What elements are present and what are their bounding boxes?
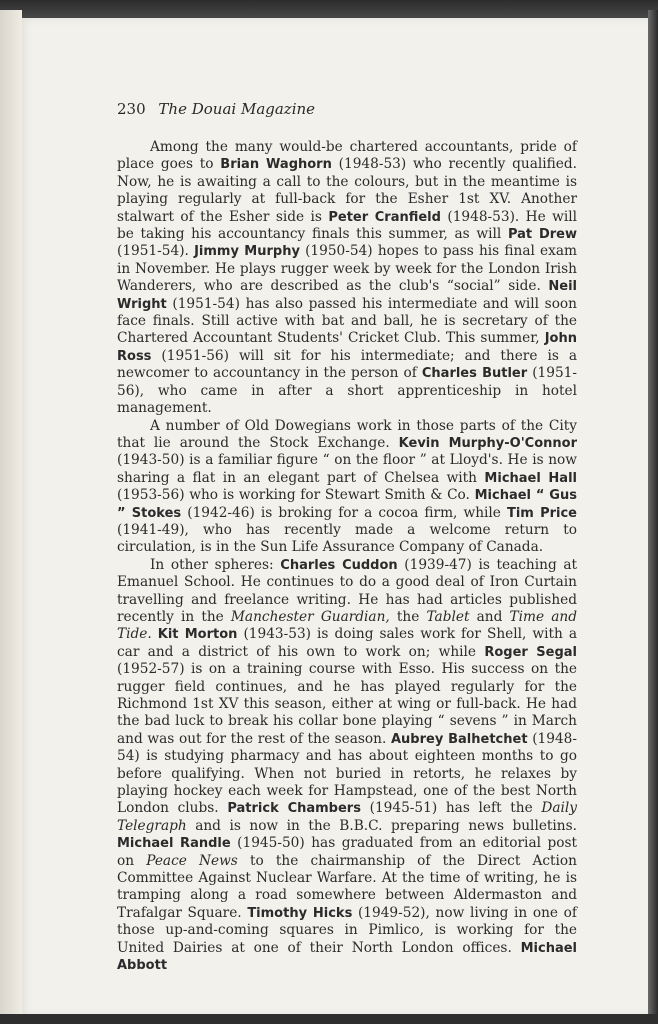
person-name: Pat Drew: [507, 227, 577, 243]
article-body: [117, 139, 577, 975]
text-run: In other spheres:: [150, 556, 281, 573]
text-run: (1948-53) who recently qualified. Now, he is awaiting a call to the colours, but in the meantime is playing regularly at full-back for the Esher 1st XV. Another stalwart of the Esher side is: [117, 156, 577, 225]
person-name: Charles Cuddon: [280, 557, 398, 573]
person-name: Michael Hall: [484, 470, 577, 486]
person-name: Aubrey Balhetchet: [390, 731, 528, 747]
page-number: 230: [117, 100, 146, 118]
text-run: (1943-53) is doing sales work for Shell, with a car and a district of his own to work on; while: [117, 626, 577, 660]
text-run: A number of Old Dowegians work in those parts of the City that lie around the Stock Exchange.: [117, 417, 577, 451]
text-run: (1951-54) has also passed his intermediate and will soon face finals. Still active with bat and ball, he is secretary of the Chartered Accountant Students' Cricket Club. This summer,: [117, 295, 577, 347]
text-run: (1943-50) is a familiar figure “ on the floor ” at Lloyd's. He is now sharing a flat in an elegant part of Chelsea with: [117, 452, 577, 486]
person-name: Patrick Chambers: [227, 801, 361, 817]
text-run: (1953-56) who is working for Stewart Smith & Co.: [117, 487, 475, 504]
text-run: (1950-54) hopes to pass his final exam in November. He plays rugger week by week for the London Irish Wanderers, who are described as the club's “social” side.: [117, 243, 577, 295]
text-run: (1949-52), now living in one of those up-and-coming squares in Pimlico, is working for the United Dairies at one of their North London offices.: [117, 904, 577, 956]
magazine-title: The Douai Magazine: [158, 100, 316, 118]
person-name: Jimmy Murphy: [194, 244, 300, 260]
publication-title: Tablet: [426, 608, 470, 625]
person-name: John Ross: [117, 331, 577, 364]
person-name: Michael Abbott: [117, 940, 577, 974]
text-run: (1951-54).: [117, 243, 195, 260]
book-binding-top: [0, 0, 658, 20]
text-run: (1945-51) has left the: [360, 800, 542, 817]
person-name: Timothy Hicks: [247, 905, 353, 921]
person-name: Roger Segal: [484, 644, 578, 660]
text-run: the: [389, 608, 427, 625]
text-run: (1952-57) is on a training course with Esso. His success on the rugger field continues, and he has played regularly for the Richmond 1st XV this season, either at wing or full-back. He had the bad luck to break his collar bone playing “ sevens ” in March and was out for the rest of the season.: [117, 661, 577, 747]
person-name: Michael Randle: [117, 836, 231, 852]
text-run: to the chairmanship of the Direct Action Committee Against Nuclear Warfare. At the time of writing, he is tramping along a road somewhere between Aldermaston and Trafalgar Square.: [117, 852, 577, 921]
person-name: Charles Butler: [421, 366, 528, 382]
publication-title: Time and Tide.: [117, 608, 577, 643]
text-run: (1951-56), who came in after a short apprenticeship in hotel management.: [117, 365, 578, 417]
text-run: and: [469, 608, 510, 625]
paragraph: [117, 418, 577, 557]
text-run: Among the many would-be chartered accountants, pride of place goes to: [117, 139, 577, 173]
person-name: Neil Wright: [117, 279, 577, 312]
book-binding-bottom: [0, 1014, 658, 1024]
person-name: Tim Price: [506, 505, 577, 521]
person-name: Brian Waghorn: [220, 157, 332, 173]
text-run: (1945-50) has graduated from an editorial post on: [117, 835, 577, 869]
publication-title: Peace News: [146, 852, 238, 869]
publication-title: Manchester Guardian,: [230, 608, 390, 625]
paragraph: [117, 557, 577, 975]
running-header: [117, 100, 577, 118]
text-run: (1941-49), who has recently made a welcome return to circulation, is in the Sun Life Assurance Company of Canada.: [117, 521, 577, 556]
person-name: Peter Cranfield: [328, 209, 441, 225]
person-name: Michael “ Gus ” Stokes: [117, 488, 577, 521]
book-gutter: [0, 10, 22, 1020]
book-cover-edge: [648, 10, 658, 1024]
text-run: (1942-46) is broking for a cocoa firm, while: [181, 504, 507, 521]
text-run: (1948-54) is studying pharmacy and has about eighteen months to go before qualifying. When not buried in retorts, he relaxes by playing hockey each week for Hampstead, one of the best North London clubs.: [117, 730, 578, 817]
publication-title: Daily Telegraph: [117, 800, 577, 834]
paragraph: [117, 139, 577, 418]
text-run: (1951-56) will sit for his intermediate; and there is a newcomer to accountancy in the person of: [117, 347, 577, 382]
text-run: (1939-47) is teaching at Emanuel School. He continues to do a good deal of Iron Curtain travelling and freelance writing. He has had articles published recently in the: [117, 556, 577, 625]
person-name: Kevin Murphy-O'Connor: [398, 435, 577, 451]
text-run: (1948-53). He will be taking his accountancy finals this summer, as will: [117, 208, 577, 243]
text-run: and is now in the B.B.C. preparing news bulletins.: [186, 817, 577, 834]
person-name: Kit Morton: [157, 627, 238, 643]
